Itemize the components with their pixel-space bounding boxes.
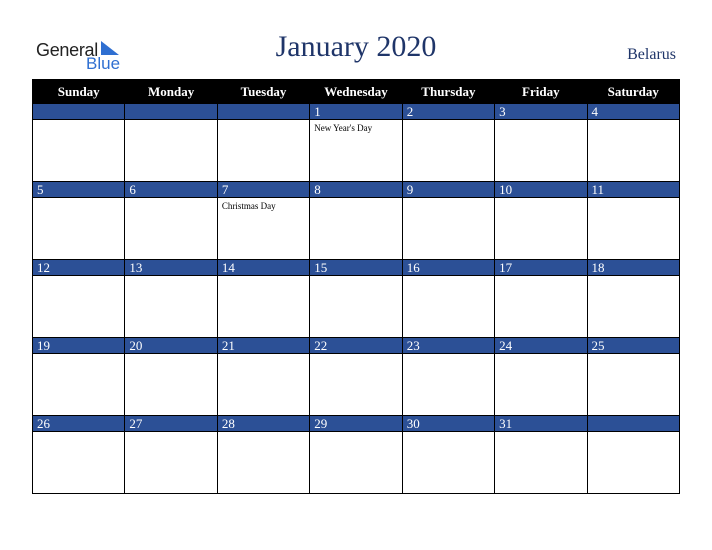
holiday-label <box>495 432 586 435</box>
week-body-row <box>33 432 680 494</box>
weekday-thursday: Thursday <box>402 80 494 104</box>
holiday-label <box>125 354 216 357</box>
day-cell <box>217 198 309 260</box>
day-number: 26 <box>33 416 125 432</box>
week-body-row <box>33 354 680 416</box>
day-number: 16 <box>402 260 494 276</box>
holiday-label <box>33 354 124 357</box>
day-cell <box>402 198 494 260</box>
day-number: 24 <box>495 338 587 354</box>
calendar-body <box>33 104 680 494</box>
holiday-label <box>33 432 124 435</box>
logo-general-text: General <box>36 40 98 60</box>
week-number-row <box>33 260 680 276</box>
holiday-label <box>588 276 679 279</box>
day-number: 13 <box>125 260 217 276</box>
day-number: 2 <box>402 104 494 120</box>
day-cell <box>125 354 217 416</box>
day-cell <box>125 198 217 260</box>
day-number: 6 <box>125 182 217 198</box>
week-number-row <box>33 416 680 432</box>
day-number: 25 <box>587 338 679 354</box>
weekday-sunday: Sunday <box>33 80 125 104</box>
day-number: 21 <box>217 338 309 354</box>
week-body-row <box>33 120 680 182</box>
day-number: 1 <box>310 104 402 120</box>
holiday-label <box>310 198 401 201</box>
holiday-label <box>495 120 586 123</box>
week-body-row <box>33 198 680 260</box>
holiday-label <box>403 198 494 201</box>
weekday-header-row <box>33 80 680 104</box>
day-cell <box>402 354 494 416</box>
day-number: 9 <box>402 182 494 198</box>
day-number: 28 <box>217 416 309 432</box>
holiday-label <box>218 432 309 435</box>
holiday-label <box>125 120 216 123</box>
day-cell <box>33 432 125 494</box>
day-number: 23 <box>402 338 494 354</box>
day-cell <box>217 276 309 338</box>
day-cell <box>125 120 217 182</box>
holiday-label <box>310 276 401 279</box>
weekday-monday: Monday <box>125 80 217 104</box>
day-cell <box>33 354 125 416</box>
day-cell <box>33 198 125 260</box>
day-number: 14 <box>217 260 309 276</box>
day-cell <box>33 276 125 338</box>
holiday-label <box>33 120 124 123</box>
day-cell <box>125 276 217 338</box>
holiday-label <box>403 120 494 123</box>
weekday-friday: Friday <box>495 80 587 104</box>
day-number: 18 <box>587 260 679 276</box>
holiday-label <box>495 354 586 357</box>
holiday-label <box>588 432 679 435</box>
day-cell <box>217 354 309 416</box>
day-cell <box>587 354 679 416</box>
holiday-label <box>125 276 216 279</box>
day-cell <box>495 120 587 182</box>
day-cell <box>587 276 679 338</box>
day-number <box>125 104 217 120</box>
holiday-label <box>310 432 401 435</box>
day-number: 20 <box>125 338 217 354</box>
day-cell <box>310 120 402 182</box>
holiday-label: Christmas Day <box>221 201 276 211</box>
holiday-label <box>495 276 586 279</box>
day-number: 29 <box>310 416 402 432</box>
day-number: 3 <box>495 104 587 120</box>
page-title: January 2020 <box>275 30 437 63</box>
holiday-label <box>495 198 586 201</box>
day-cell <box>402 120 494 182</box>
day-number: 12 <box>33 260 125 276</box>
day-cell <box>495 432 587 494</box>
holiday-label <box>403 432 494 435</box>
weekday-tuesday: Tuesday <box>217 80 309 104</box>
day-cell <box>217 120 309 182</box>
week-body-row <box>33 276 680 338</box>
day-number: 19 <box>33 338 125 354</box>
holiday-label <box>33 198 124 201</box>
day-cell <box>587 432 679 494</box>
day-cell <box>402 276 494 338</box>
day-cell <box>310 276 402 338</box>
holiday-label <box>310 354 401 357</box>
weekday-wednesday: Wednesday <box>310 80 402 104</box>
week-number-row <box>33 338 680 354</box>
day-number: 27 <box>125 416 217 432</box>
week-number-row <box>33 182 680 198</box>
day-number: 22 <box>310 338 402 354</box>
holiday-label <box>218 276 309 279</box>
day-cell <box>495 198 587 260</box>
holiday-label <box>33 276 124 279</box>
day-cell <box>310 432 402 494</box>
day-cell <box>217 432 309 494</box>
week-number-row <box>33 104 680 120</box>
day-number: 15 <box>310 260 402 276</box>
holiday-label <box>588 120 679 123</box>
day-number: 11 <box>587 182 679 198</box>
day-number <box>587 416 679 432</box>
holiday-label <box>125 432 216 435</box>
day-number: 7 <box>217 182 309 198</box>
day-cell <box>495 354 587 416</box>
day-cell <box>495 276 587 338</box>
weekday-saturday: Saturday <box>587 80 679 104</box>
day-number <box>217 104 309 120</box>
day-cell <box>33 120 125 182</box>
holiday-label <box>125 198 216 201</box>
day-cell <box>587 198 679 260</box>
day-cell <box>587 120 679 182</box>
holiday-label <box>588 354 679 357</box>
day-cell <box>310 354 402 416</box>
holiday-label <box>588 198 679 201</box>
day-number: 17 <box>495 260 587 276</box>
day-number: 5 <box>33 182 125 198</box>
holiday-label <box>218 120 309 123</box>
holiday-label <box>403 354 494 357</box>
logo-blue-text: Blue <box>86 54 121 73</box>
day-cell <box>310 198 402 260</box>
day-number: 31 <box>495 416 587 432</box>
day-number <box>33 104 125 120</box>
day-cell <box>125 432 217 494</box>
day-cell <box>402 432 494 494</box>
day-number: 8 <box>310 182 402 198</box>
country-label: Belarus <box>627 46 676 63</box>
day-number: 30 <box>402 416 494 432</box>
holiday-label <box>218 354 309 357</box>
calendar-grid <box>32 79 680 494</box>
holiday-label <box>403 276 494 279</box>
day-number: 4 <box>587 104 679 120</box>
holiday-label: New Year's Day <box>314 123 373 133</box>
day-number: 10 <box>495 182 587 198</box>
